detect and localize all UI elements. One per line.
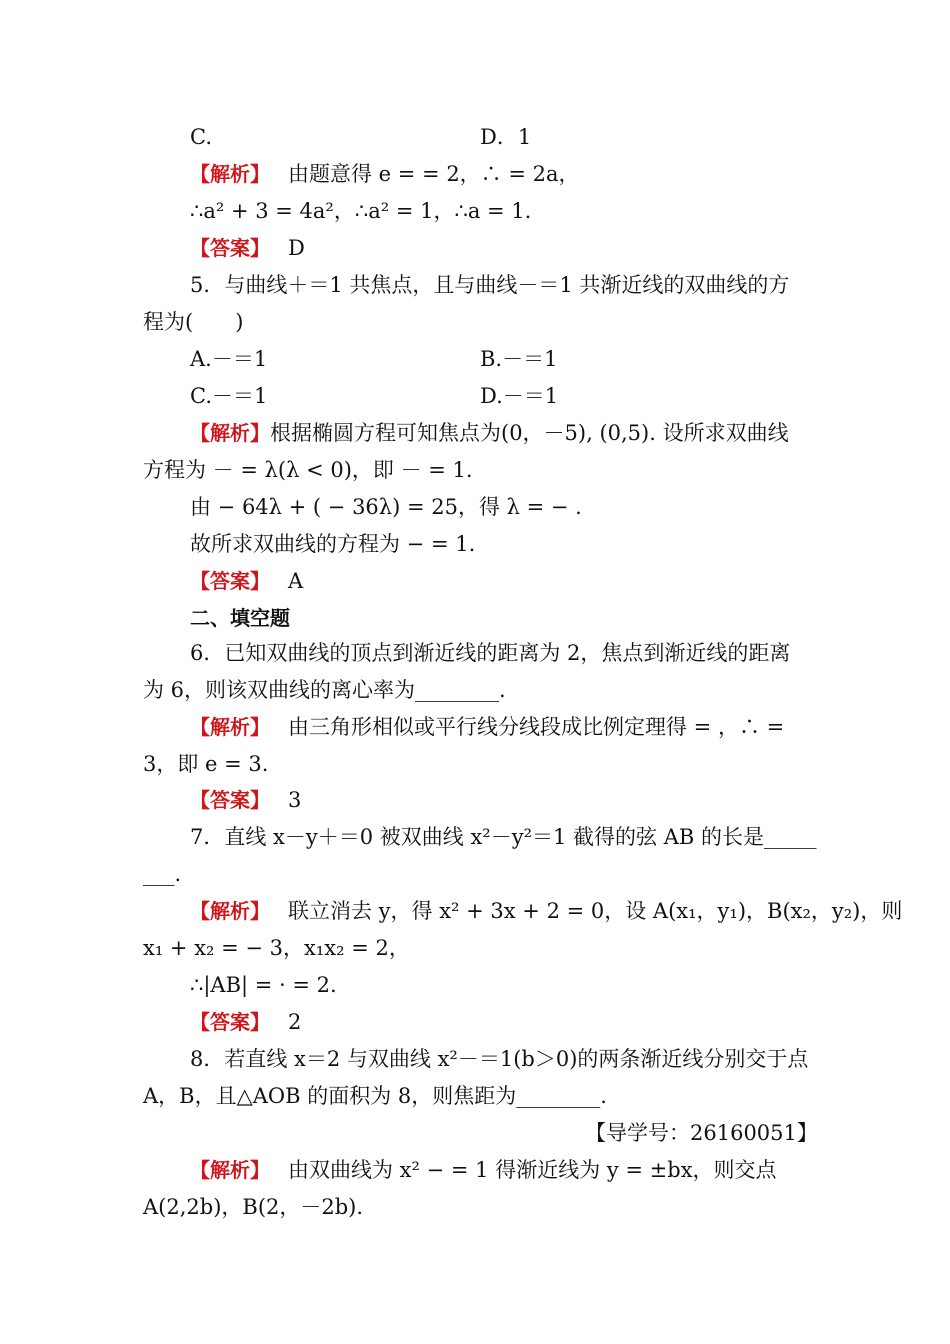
q4-answer: D: [288, 236, 305, 260]
analysis-tag: 【解析】: [190, 421, 270, 445]
q5-analysis-text-1: 根据椭圆方程可知焦点为(0，－5), (0,5). 设所求双曲线: [270, 421, 789, 445]
q5-analysis-line-1: [190, 419, 789, 447]
q4-option-d: D．1: [480, 125, 532, 149]
answer-tag: 【答案】: [190, 1010, 270, 1034]
q7-answer: 2: [288, 1010, 302, 1034]
q8-analysis-line-1: [190, 1156, 777, 1184]
q5-analysis-line-2: 方程为 － = λ(λ < 0)，即 － = 1.: [143, 458, 473, 482]
q6-answer-line: [190, 786, 301, 814]
q4-answer-line: [190, 234, 305, 262]
q5-stem-line-1: 5．与曲线＋＝1 共焦点，且与曲线－＝1 共渐近线的双曲线的方: [190, 273, 790, 297]
q6-stem-line-1: 6．已知双曲线的顶点到渐近线的距离为 2，焦点到渐近线的距离: [190, 641, 791, 665]
analysis-tag: 【解析】: [190, 715, 270, 739]
q4-analysis-line-2: ∴a² + 3 = 4a²，∴a² = 1，∴a = 1.: [190, 199, 532, 223]
q5-option-c: C.－＝1: [190, 384, 268, 408]
q4-analysis-text-1: 由题意得 e = = 2，∴ = 2a，: [288, 162, 580, 186]
q5-answer-line: [190, 567, 303, 595]
q7-stem-line-1: 7．直线 x－y＋＝0 被双曲线 x²－y²＝1 截得的弦 AB 的长是_____: [190, 825, 817, 849]
q8-analysis-line-2: A(2,2b)，B(2，－2b).: [143, 1195, 364, 1219]
q8-stem-line-1: 8．若直线 x＝2 与双曲线 x²－＝1(b＞0)的两条渐近线分别交于点: [190, 1047, 809, 1071]
q7-answer-line: [190, 1008, 301, 1036]
q6-analysis-text-1: 由三角形相似或平行线分线段成比例定理得 = ，∴ =: [288, 715, 785, 739]
q4-analysis-line-1: [190, 160, 580, 188]
q7-analysis-text-1: 联立消去 y，得 x² + 3x + 2 = 0，设 A(x₁，y₁)，B(x₂，y₂)，则: [288, 899, 903, 923]
q6-answer: 3: [288, 788, 302, 812]
q5-answer: A: [288, 569, 304, 593]
answer-tag: 【答案】: [190, 236, 270, 260]
q5-option-b: B.－＝1: [480, 347, 558, 371]
q8-reference-number: 【导学号：26160051】: [585, 1121, 818, 1145]
analysis-tag: 【解析】: [190, 899, 270, 923]
q8-stem-line-2: A，B，且△AOB 的面积为 8，则焦距为________.: [143, 1084, 607, 1108]
answer-tag: 【答案】: [190, 788, 270, 812]
q6-stem-line-2: 为 6，则该双曲线的离心率为________.: [143, 678, 506, 702]
analysis-tag: 【解析】: [190, 162, 270, 186]
q7-stem-line-2: ___.: [143, 862, 182, 886]
q7-analysis-line-3: ∴|AB| = · = 2.: [190, 973, 337, 997]
q8-analysis-text-1: 由双曲线为 x² − = 1 得渐近线为 y = ±bx，则交点: [288, 1158, 777, 1182]
q5-analysis-line-4: 故所求双曲线的方程为 − = 1.: [190, 532, 476, 556]
q7-analysis-line-2: x₁ + x₂ = − 3，x₁x₂ = 2，: [143, 936, 410, 960]
q6-analysis-line-1: [190, 713, 784, 741]
q5-option-a: A.－＝1: [190, 347, 268, 371]
q7-analysis-line-1: [190, 897, 902, 925]
section-title: 二、填空题: [190, 606, 290, 630]
q5-analysis-line-3: 由 − 64λ + ( − 36λ) = 25，得 λ = − .: [190, 495, 582, 519]
q4-option-c: C.: [190, 125, 212, 149]
q5-stem-line-2: 程为( ): [143, 310, 244, 334]
q5-option-d: D.－＝1: [480, 384, 559, 408]
answer-tag: 【答案】: [190, 569, 270, 593]
analysis-tag: 【解析】: [190, 1158, 270, 1182]
q6-analysis-line-2: 3，即 e = 3.: [143, 752, 269, 776]
